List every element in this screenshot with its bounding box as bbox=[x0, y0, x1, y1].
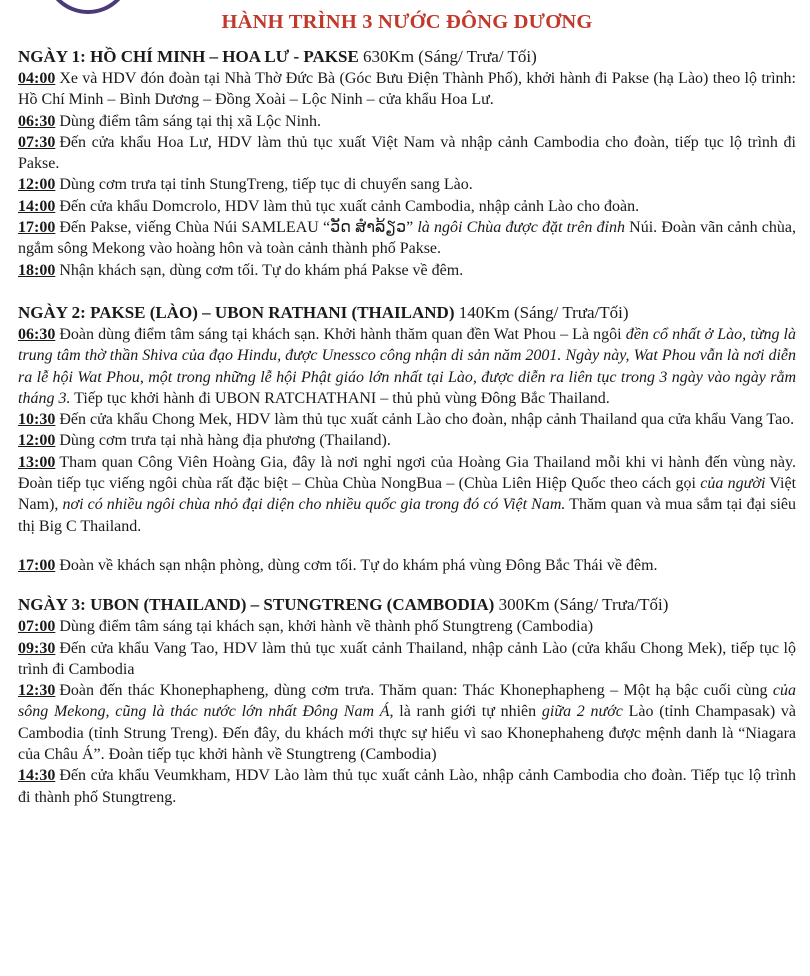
entry-text: Đoàn về khách sạn nhận phòng, dùng cơm tối. Tự do khám phá vùng Đông Bắc Thái về đêm. bbox=[59, 556, 658, 574]
entry-text-italic: đền cổ nhất ở Lào, từng là trung tâm thờ thần Shiva của đạo Hindu, được Unessco công nhận di sản năm 2001. Ngày này, Wat Phou vẫn là nơi diễn ra lễ hội Wat Phou, một trong những lễ hội Phật giáo lớn nhất tại Lào, được diễn ra liên tục trong 3 ngày vào ngày rằm tháng 3. bbox=[18, 325, 797, 407]
day-2-info: 140Km (Sáng/ Trưa/Tối) bbox=[458, 302, 629, 322]
entry-time: 07:30 bbox=[18, 133, 56, 151]
schedule-entry bbox=[18, 765, 796, 808]
day-2-section bbox=[18, 302, 796, 576]
entry-text: Đến cửa khẩu Hoa Lư, HDV làm thủ tục xuất Việt Nam và nhập cảnh Cambodia cho đoàn, tiếp tục lộ trình đi Pakse. bbox=[18, 133, 796, 173]
schedule-entry bbox=[18, 260, 796, 281]
day-3-title: NGÀY 3: UBON (THAILAND) – STUNGTRENG (CAMBODIA) bbox=[18, 595, 495, 615]
schedule-entry bbox=[18, 452, 796, 537]
entry-text: Dùng điểm tâm sáng tại thị xã Lộc Ninh. bbox=[59, 112, 322, 130]
entry-text-cont: Việt Nam), bbox=[18, 475, 797, 514]
entry-time: 06:30 bbox=[18, 325, 56, 343]
entry-time: 13:00 bbox=[18, 453, 56, 471]
entry-time: 04:00 bbox=[18, 70, 56, 87]
entry-text-italic: của sông Mekong, cũng là thác nước lớn nhất Đông Nam Á, bbox=[18, 682, 796, 721]
entry-text-cont-2: Thăm quan và mua sắm tại đại siêu thị Big C Thailand. bbox=[18, 496, 796, 535]
entry-text: Tham quan Công Viên Hoàng Gia, đây là nơi nghỉ ngơi của Hoàng Gia Thailand mỗi khi vi hành đến vùng này. Đoàn tiếp tục viếng ngôi chùa rất đặc biệt – Chùa Chùa NongBua – (Chùa Liên Hiệp Quốc theo cách gọi bbox=[18, 453, 796, 493]
entry-text: Đến cửa khẩu Domcrolo, HDV làm thủ tục xuất cảnh Cambodia, nhập cảnh Lào cho đoàn. bbox=[59, 197, 640, 215]
entry-text-italic-2: nơi có nhiều ngôi chùa nhỏ đại diện cho nhiều quốc gia trong đó có Việt Nam. bbox=[58, 496, 566, 514]
entry-text: Đoàn dùng điểm tâm sáng tại khách sạn. Khởi hành thăm quan đền Wat Phou – Là ngôi bbox=[59, 325, 622, 343]
day-3-section bbox=[18, 594, 796, 808]
entry-text-cont: Tiếp tục khởi hành đi UBON RATCHATHANI – thủ phủ vùng Đông Bắc Thailand. bbox=[70, 389, 610, 407]
entry-text-cont: là ranh giới tự nhiên bbox=[393, 703, 537, 721]
schedule-entry bbox=[18, 174, 796, 195]
day-3-heading bbox=[18, 594, 796, 616]
day-2-heading bbox=[18, 302, 796, 324]
entry-time: 12:00 bbox=[18, 432, 56, 450]
day-1-title: NGÀY 1: HỒ CHÍ MINH – HOA LƯ - PAKSE bbox=[18, 47, 359, 66]
schedule-entry bbox=[18, 638, 796, 681]
entry-time: 12:30 bbox=[18, 682, 56, 700]
schedule-entry bbox=[18, 196, 796, 217]
entry-text: Xe và HDV đón đoàn tại Nhà Thờ Đức Bà (Góc Bưu Điện Thành Phố), khởi hành đi Pakse (hạ Lào) theo lộ trình: Hồ Chí Minh – Bình Dương – Đồng Xoài – Lộc Ninh – cửa khẩu Hoa Lư. bbox=[18, 70, 796, 109]
schedule-entry bbox=[18, 68, 796, 111]
entry-text: Đến cửa khẩu Vang Tao, HDV làm thủ tục xuất cảnh Thailand, nhập cảnh Lào (cửa khẩu Chong Mek), tiếp tục lộ trình đi Cambodia bbox=[18, 639, 796, 678]
schedule-entry bbox=[18, 409, 796, 430]
entry-text: Dùng điểm tâm sáng tại khách sạn, khởi hành về thành phố Stungtreng (Cambodia) bbox=[59, 618, 594, 636]
entry-text: Đến cửa khẩu Veumkham, HDV Lào làm thủ tục xuất cảnh Lào, nhập cảnh Cambodia cho đoàn. Tiếp tục lộ trình đi thành phố Stungtreng. bbox=[18, 767, 796, 806]
schedule-entry bbox=[18, 111, 796, 132]
entry-time: 07:00 bbox=[18, 618, 56, 636]
schedule-entry bbox=[18, 217, 796, 260]
entry-time: 12:00 bbox=[18, 176, 56, 194]
entry-time: 17:00 bbox=[18, 556, 56, 574]
entry-text: Đến cửa khẩu Chong Mek, HDV làm thủ tục xuất cảnh Lào cho đoàn, nhập cảnh Thailand qua cửa khẩu Vang Tao. bbox=[59, 411, 795, 429]
schedule-entry bbox=[18, 430, 796, 451]
entry-text-cont: Núi. Đoàn vãn cảnh chùa, ngắm sông Mekong vào hoàng hôn và toàn cảnh thành phố Pakse. bbox=[18, 219, 796, 258]
entry-text-italic: là ngôi Chùa được đặt trên đỉnh bbox=[413, 219, 625, 237]
day-3-info: 300Km (Sáng/ Trưa/Tối) bbox=[498, 595, 669, 615]
schedule-entry bbox=[18, 616, 796, 637]
entry-text: Dùng cơm trưa tại nhà hàng địa phương (Thailand). bbox=[59, 432, 391, 450]
entry-time: 06:30 bbox=[18, 112, 56, 130]
document-title: HÀNH TRÌNH 3 NƯỚC ĐÔNG DƯƠNG bbox=[221, 11, 593, 33]
entry-time: 10:30 bbox=[18, 411, 56, 429]
entry-time: 14:30 bbox=[18, 767, 56, 785]
entry-text: Đoàn đến thác Khonephapheng, dùng cơm trưa. Thăm quan: Thác Khonephapheng – Một hạ bậc cuối cùng bbox=[59, 682, 768, 700]
schedule-entry bbox=[18, 132, 796, 175]
schedule-entry bbox=[18, 680, 796, 765]
day-1-heading bbox=[18, 46, 796, 68]
day-2-title: NGÀY 2: PAKSE (LÀO) – UBON RATHANI (THAILAND) bbox=[18, 302, 455, 322]
day-1-section bbox=[18, 46, 796, 281]
schedule-entry bbox=[18, 555, 796, 576]
entry-text-italic: của người bbox=[695, 475, 766, 493]
entry-text: Dùng cơm trưa tại tỉnh StungTreng, tiếp tục di chuyển sang Lào. bbox=[59, 176, 473, 194]
entry-text-cont-2: Lào (tỉnh Champasak) và Cambodia (tỉnh Strung Treng). Đến đây, du khách mới thực sự hiểu vì sao Khonephaheng được mệnh danh là “Niagara của Châu Á”. Đoàn tiếp tục khởi hành về Stungtreng (Cambodia) bbox=[18, 703, 797, 764]
entry-text: Đến Pakse, viếng Chùa Núi SAMLEAU “ວັດ ສຳລ້ຽວ” bbox=[59, 219, 414, 237]
entry-text: Nhận khách sạn, dùng cơm tối. Tự do khám phá Pakse về đêm. bbox=[59, 261, 464, 279]
entry-time: 18:00 bbox=[18, 261, 56, 279]
entry-time: 17:00 bbox=[18, 219, 56, 237]
day-1-info: 630Km (Sáng/ Trưa/ Tối) bbox=[363, 47, 537, 66]
entry-text-italic-2: giữa 2 nước bbox=[536, 703, 623, 721]
entry-time: 09:30 bbox=[18, 639, 56, 657]
entry-time: 14:00 bbox=[18, 197, 56, 215]
itinerary-document bbox=[18, 8, 796, 808]
schedule-entry bbox=[18, 324, 796, 409]
